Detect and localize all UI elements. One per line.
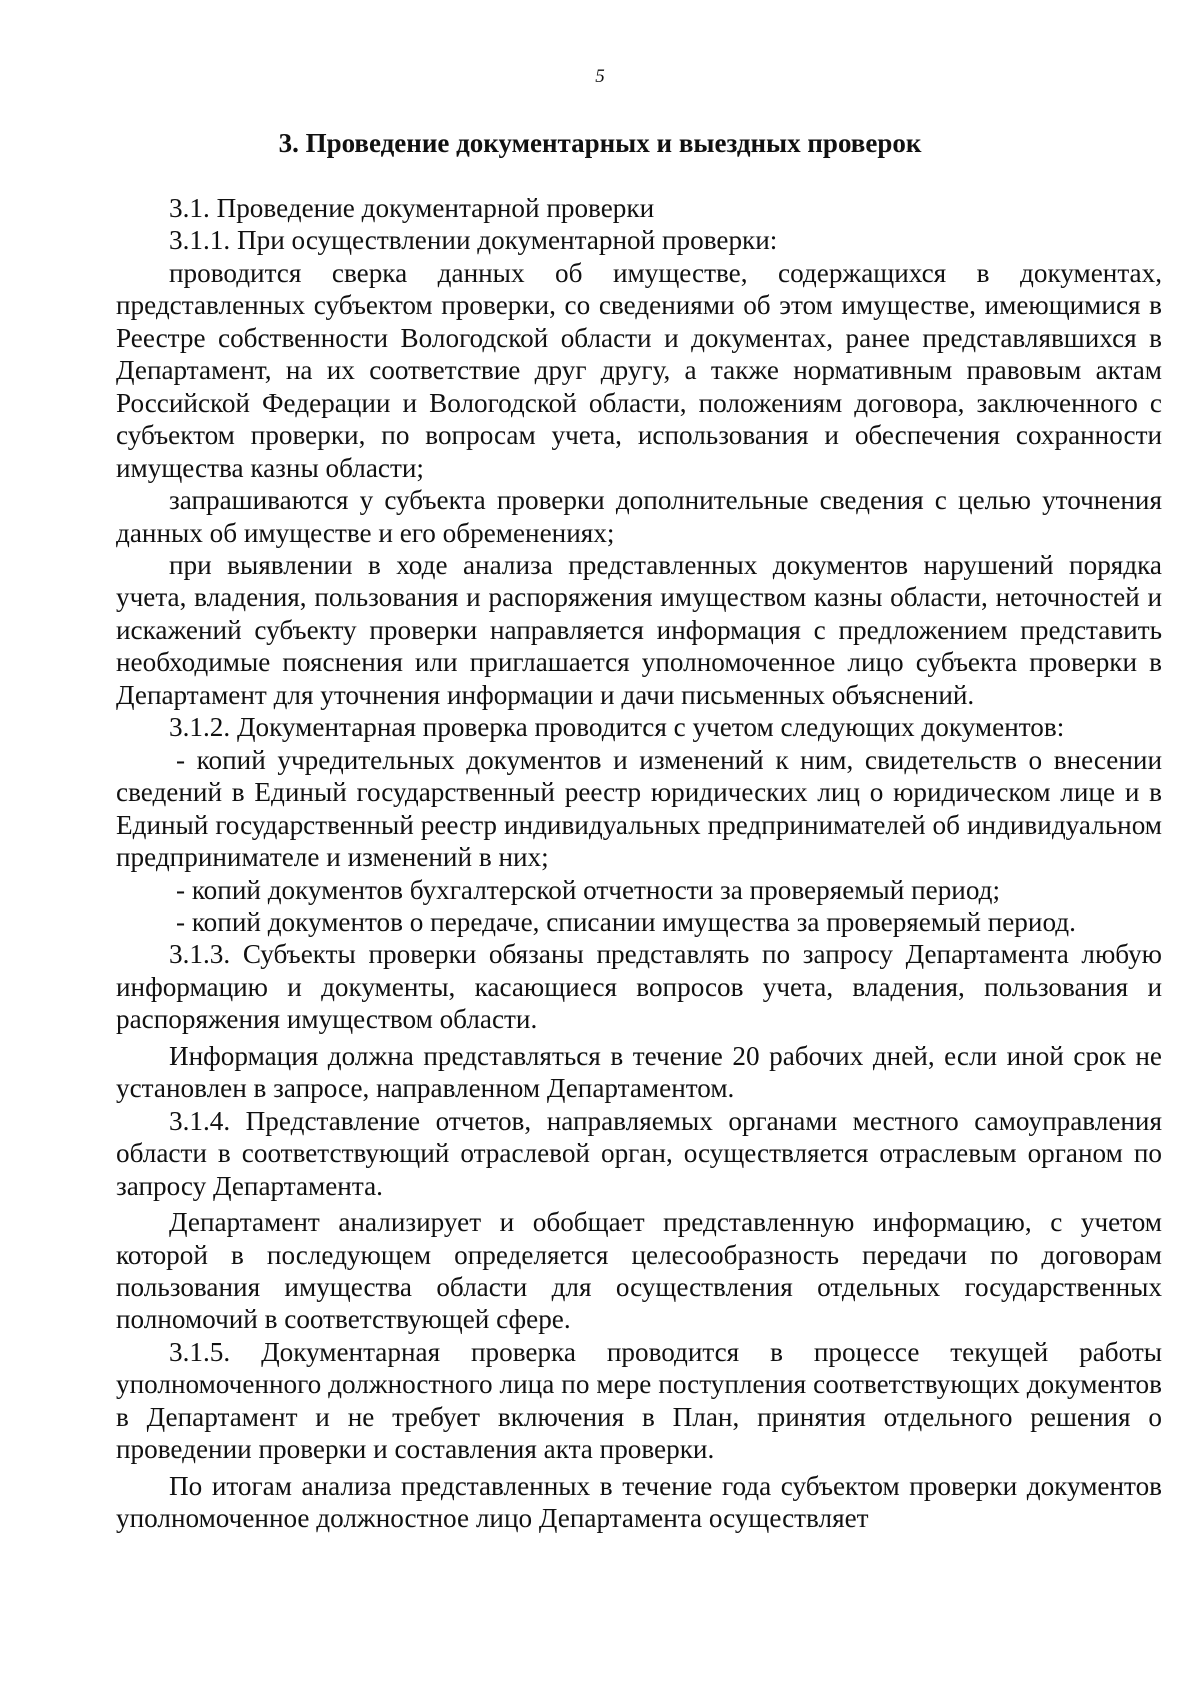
page-number: 5 bbox=[595, 66, 605, 87]
paragraph: 3.1.1. При осуществлении документарной проверки: bbox=[169, 225, 778, 256]
paragraph: 3.1. Проведение документарной проверки bbox=[169, 193, 655, 223]
paragraph: проводится сверка данных об имуществе, содержащихся в документах, представленных субъектом проверки, со сведениями об этом имуществе, имеющимися в Реестре собственности Вологодской области и документах, ранее представлявшихся в Департамент, на их соответствие друг другу, а также нормативным правовым актам Российской Федерации и Вологодской области, положениям договора, заключенного с субъектом проверки, по вопросам учета, использования и обеспечения сохранности имущества казны области; bbox=[116, 257, 1162, 483]
paragraph: Департамент анализирует и обобщает представленную информацию, с учетом которой в последующем определяется целесообразность передачи по договорам пользования имущества области для осуществления отдельных государственных полномочий в соответствующей сфере. bbox=[116, 1207, 1162, 1335]
list-item: - копий учредительных документов и изменений к ним, свидетельств о внесении сведений в Единый государственный реестр юридических лиц о юридическом лице и в Единый государственный реестр индивидуальных предпринимателей об индивидуальном предпринимателе и изменений в них; bbox=[116, 744, 1162, 873]
paragraph: 3.1.5. Документарная проверка проводится в процессе текущей работы уполномоченного должностного лица по мере поступления соответствующих документов в Департамент и не требует включения в План, принятия отдельного решения о проведении проверки и составления акта проверки. bbox=[116, 1336, 1162, 1465]
paragraph: Информация должна представляться в течение 20 рабочих дней, если иной срок не установлен в запросе, направленном Департаментом. bbox=[116, 1040, 1162, 1104]
paragraph: 3.1.4. Представление отчетов, направляемых органами местного самоуправления области в соответствующий отраслевой орган, осуществляется отраслевым органом по запросу Департамента. bbox=[116, 1105, 1162, 1201]
paragraph: 3.1.2. Документарная проверка проводится с учетом следующих документов: bbox=[169, 712, 1065, 743]
list-item: - копий документов бухгалтерской отчетности за проверяемый период; bbox=[176, 874, 1001, 905]
paragraph: запрашиваются у субъекта проверки дополнительные сведения с целью уточнения данных об имуществе и его обременениях; bbox=[116, 485, 1162, 548]
paragraph: 3.1.3. Субъекты проверки обязаны представлять по запросу Департамента любую информацию и документы, касающиеся вопросов учета, владения, пользования и распоряжения имуществом области. bbox=[116, 939, 1162, 1035]
section-heading: 3. Проведение документарных и выездных проверок bbox=[278, 128, 922, 158]
document-body bbox=[116, 192, 1162, 1535]
list-item: - копий документов о передаче, списании имущества за проверяемый период. bbox=[176, 906, 1076, 937]
paragraph: По итогам анализа представленных в течение года субъектом проверки документов уполномоченное должностное лицо Департамента осуществляет bbox=[116, 1470, 1162, 1534]
paragraph: при выявлении в ходе анализа представленных документов нарушений порядка учета, владения, пользования и распоряжения имуществом казны области, неточностей и искажений субъекту проверки направляется информация с предложением представить необходимые пояснения или приглашается уполномоченное лицо субъекта проверки в Департамент для уточнения информации и дачи письменных объяснений. bbox=[116, 549, 1162, 710]
